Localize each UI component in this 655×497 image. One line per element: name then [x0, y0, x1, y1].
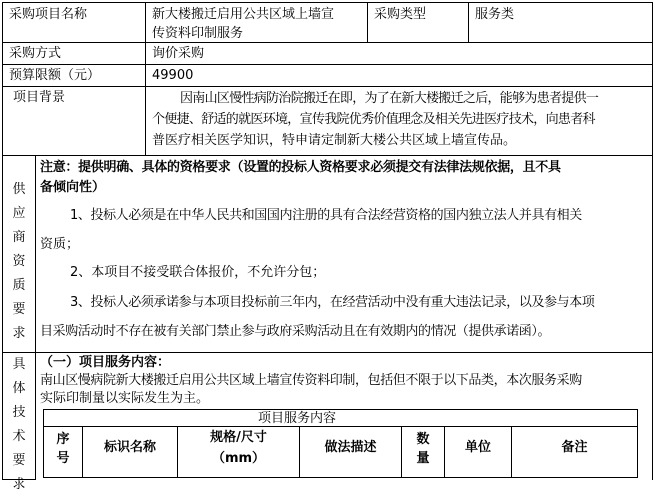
requirement-1-line2: 资质；: [40, 237, 80, 252]
supplier-note-line2: 备倾向性）: [40, 180, 106, 195]
budget-label: 预算限额（元）: [9, 68, 101, 83]
requirement-3-line1: 3、投标人必须承诺参与本项目投标前三年内，在经营活动中没有重大违法记录，以及参与本项: [70, 295, 595, 310]
category-value-cell: [468, 2, 653, 43]
col-remark: 备注: [511, 426, 638, 478]
project-name-value-cell: [145, 2, 368, 43]
col-name: 标识名称: [82, 426, 178, 478]
col-unit: 单位: [444, 426, 512, 478]
method-value: 询价采购: [152, 46, 205, 61]
tech-desc-line1: 南山区慢病院新大楼搬迁启用公共区域上墙宣传资料印制，包括但不限于以下品类，本次服务采购: [40, 373, 582, 388]
tech-desc-line2: 实际印制量以实际发生为主。: [40, 391, 210, 406]
tech-section-title: （一）项目服务内容：: [40, 355, 171, 370]
method-label: 采购方式: [9, 46, 62, 61]
category-label: 采购类型: [374, 7, 427, 22]
service-table-title: 项目服务内容: [258, 411, 337, 426]
service-table-header: [43, 426, 638, 478]
background-line1: 因南山区慢性病防治院搬迁在即，为了在新大楼搬迁之后，能够为患者提供一: [180, 91, 599, 106]
project-name-label-cell: [2, 2, 146, 43]
service-table-title-cell: [43, 409, 638, 427]
method-label-cell: [2, 42, 146, 65]
col-method: 做法描述: [299, 426, 402, 478]
background-label-cell: [2, 86, 146, 156]
col-seq: 序 号: [43, 426, 83, 478]
category-label-cell: [367, 2, 469, 43]
requirement-1-line1: 1、投标人必须是在中华人民共和国国内注册的具有合法经营资格的国内独立法人并具有相关: [70, 208, 582, 223]
requirement-2: 2、本项目不接受联合体报价，不允许分包；: [70, 265, 326, 280]
category-value: 服务类: [475, 7, 515, 22]
background-line3: 普医疗相关医学知识，特申请定制新大楼公共区域上墙宣传品。: [152, 133, 517, 148]
project-name-label: 采购项目名称: [9, 7, 88, 22]
method-value-cell: [145, 42, 653, 65]
background-line2: 个便捷、舒适的就医环境，宣传我院优秀价值理念及相关先进医疗技术，向患者科: [152, 112, 595, 127]
col-spec: 规格/尺寸 （mm）: [177, 426, 300, 478]
budget-value-cell: [145, 64, 653, 87]
background-label: 项目背景: [13, 90, 66, 105]
tech-side-cell: [2, 352, 36, 492]
supplier-content-cell: [35, 155, 653, 353]
project-name-line2: 传资料印制服务: [152, 26, 244, 41]
budget-value: 49900: [152, 68, 194, 83]
background-value-cell: [145, 86, 653, 156]
supplier-side-cell: [2, 155, 36, 353]
requirement-3-line2: 目采购活动时不存在被有关部门禁止参与政府采购活动且在有效期内的情况（提供承诺函）。: [40, 324, 551, 339]
tech-side-label: 具 体 技 术 要 求: [12, 357, 26, 492]
project-name-line1: 新大楼搬迁启用公共区域上墙宣: [152, 7, 335, 22]
col-qty: 数 量: [401, 426, 445, 478]
supplier-side-label: 供 应 商 资 质 要 求: [12, 182, 26, 341]
budget-label-cell: [2, 64, 146, 87]
supplier-note-line1: 注意：提供明确、具体的资格要求（设置的投标人资格要求必须提交有法律法规依据，且不具: [40, 160, 561, 175]
